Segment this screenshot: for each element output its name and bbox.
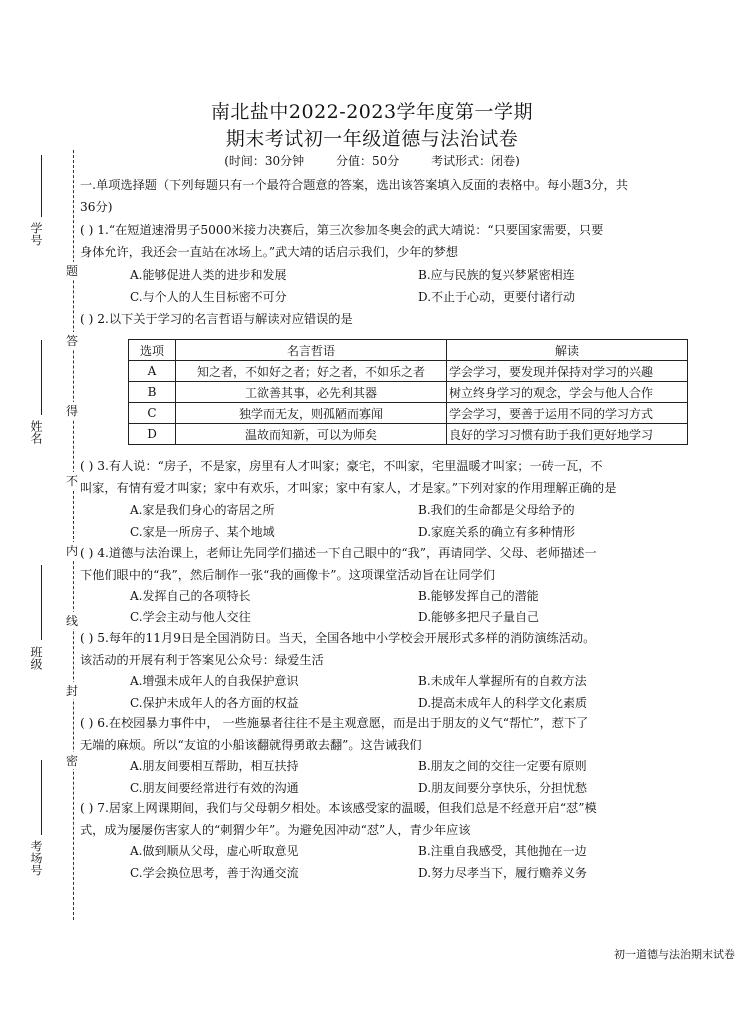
question-1-option-a: A.能够促进人类的进步和发展	[130, 268, 287, 282]
table-header: 选项	[129, 340, 176, 361]
question-4-line1: ( ) 4.道德与法治课上，老师让先同学们描述一下自己眼中的“我”，再请同学、父母、老师描述一	[80, 546, 597, 560]
question-5-option-d: D.提高未成年人的科学文化素质	[418, 696, 588, 710]
question-5-option-c: C.保护未成年人的各方面的权益	[130, 696, 299, 710]
question-7-line2: 式，成为屡屡伤害家人的“刺猬少年”。为避免因冲动“怼”人，青少年应该	[80, 823, 471, 837]
question-4-option-d: D.能够多把尺子量自己	[418, 610, 540, 624]
exam-title-line2: 期末考试初一年级道德与法治试卷	[225, 128, 519, 150]
question-3-line2: 叫家，有情有爱才叫家；家中有欢乐，才叫家；家中有家人，才是家。”下列对家的作用理解正确的是	[80, 481, 617, 495]
question-3-option-c: C.家是一所房子、某个地域	[130, 525, 275, 539]
question-5-line1: ( ) 5.每年的11月9日是全国消防日。当天，全国各地中小学校会开展形式多样的消防演练活动。	[80, 631, 596, 645]
table-row	[129, 424, 688, 445]
question-5-line2: 该活动的开展有利于答案见公众号：绿爱生活	[80, 653, 324, 667]
seal-char: 得	[66, 404, 79, 418]
question-6-option-d: D.朋友间要分享快乐，分担忧愁	[418, 781, 588, 795]
table-cell: B	[129, 382, 176, 403]
table-cell: A	[129, 361, 176, 382]
seal-char: 内	[66, 544, 79, 558]
seal-char: 线	[66, 614, 79, 628]
exam-meta	[0, 152, 744, 169]
name-line	[41, 340, 42, 415]
question-3-line1: ( ) 3.有人说：“房子，不是家，房里有人才叫家；豪宅，不叫家，宅里温暖才叫家；一砖一瓦，不	[80, 459, 603, 473]
question-7-option-c: C.学会换位思考，善于沟通交流	[130, 866, 299, 880]
exam-time: (时间：30分钟	[224, 154, 305, 168]
table-cell: 学会学习，要善于运用不同的学习方式	[447, 403, 688, 424]
class-label: 班级	[29, 646, 43, 670]
page-footer: 初一道德与法治期末试卷	[614, 948, 735, 961]
section-heading-line2: 36分)	[80, 200, 113, 214]
question-1-line1: ( ) 1.“在短道速滑男子5000米接力决赛后，第三次参加冬奥会的武大靖说：“只要国家需要，只要	[80, 223, 604, 237]
seal-char: 封	[66, 684, 79, 698]
exam-score: 分值：50分	[335, 154, 400, 168]
table-header-row	[129, 340, 688, 361]
question-4-option-c: C.学会主动与他人交往	[130, 610, 251, 624]
exam-room-line	[41, 760, 42, 835]
student-no-label: 学号	[29, 222, 43, 246]
seal-char: 题	[66, 264, 79, 278]
question-6-line1: ( ) 6.在校园暴力事件中， 一些施暴者往往不是主观意愿，而是出于朋友的义气“帮忙”，惹下了	[80, 716, 589, 730]
section-heading-line1: 一.单项选择题（下列每题只有一个最符合题意的答案，选出该答案填入反面的表格中。每小题3分，共	[80, 178, 628, 192]
table-header: 解读	[447, 340, 688, 361]
question-6-option-c: C.朋友间要经常进行有效的沟通	[130, 781, 299, 795]
table-cell: 知之者，不如好之者；好之者，不如乐之者	[176, 361, 447, 382]
question-5-option-b: B.未成年人掌握所有的自救方法	[418, 674, 587, 688]
seal-char: 不	[66, 474, 79, 488]
question-4-line2: 下他们眼中的“我”，然后制作一张“我的画像卡”。这项课堂活动旨在让同学们	[80, 568, 495, 582]
table-header: 名言哲语	[176, 340, 447, 361]
table-cell: 学会学习，要发现并保持对学习的兴趣	[447, 361, 688, 382]
table-cell: 良好的学习习惯有助于我们更好地学习	[447, 424, 688, 445]
table-cell: 温故而知新，可以为师矣	[176, 424, 447, 445]
question-7-line1: ( ) 7.居家上网课期间，我们与父母朝夕相处。本该感受家的温暖，但我们总是不经意开启“怼”模	[80, 801, 597, 815]
question-6-option-b: B.朋友之间的交往一定要有原则	[418, 759, 587, 773]
table-cell: D	[129, 424, 176, 445]
question-6-line2: 无端的麻烦。所以“友谊的小船该翻就得勇敢去翻”。这告诫我们	[80, 738, 422, 752]
question-3-option-b: B.我们的生命都是父母给予的	[418, 503, 575, 517]
question-7-option-b: B.注重自我感受，其他抛在一边	[418, 844, 587, 858]
table-cell: C	[129, 403, 176, 424]
question-7-option-d: D.努力尽孝当下，履行赡养义务	[418, 866, 588, 880]
table-row	[129, 361, 688, 382]
question-2-line1: ( ) 2.以下关于学习的名言哲语与解读对应错误的是	[80, 312, 353, 326]
class-line	[41, 565, 42, 640]
question-1-line2: 身体允许，我还会一直站在冰场上。”武大靖的话启示我们，少年的梦想	[80, 245, 458, 259]
exam-form: 考试形式：闭卷)	[431, 154, 520, 168]
seal-char: 答	[66, 334, 79, 348]
name-label: 姓名	[29, 420, 43, 444]
question-4-option-b: B.能够发挥自己的潜能	[418, 589, 539, 603]
question-6-option-a: A.朋友间要相互帮助，相互扶持	[130, 759, 299, 773]
question-3-option-a: A.家是我们身心的寄居之所	[130, 503, 275, 517]
table-cell: 工欲善其事，必先利其器	[176, 382, 447, 403]
question-1-option-d: D.不止于心动，更要付诸行动	[418, 290, 576, 304]
question-1-option-c: C.与个人的人生目标密不可分	[130, 290, 287, 304]
seal-char: 密	[66, 754, 79, 768]
question-3-option-d: D.家庭关系的确立有多种情形	[418, 525, 576, 539]
table-row	[129, 382, 688, 403]
question-5-option-a: A.增强未成年人的自我保护意识	[130, 674, 299, 688]
exam-title-line1: 南北盐中2022-2023学年度第一学期	[210, 101, 534, 123]
table-cell: 树立终身学习的观念，学会与他人合作	[447, 382, 688, 403]
sayings-table	[128, 339, 688, 445]
exam-room-label: 考场号	[29, 840, 43, 876]
question-4-option-a: A.发挥自己的各项特长	[130, 589, 251, 603]
question-1-option-b: B.应与民族的复兴梦紧密相连	[418, 268, 575, 282]
table-row	[129, 403, 688, 424]
table-cell: 独学而无友，则孤陋而寡闻	[176, 403, 447, 424]
question-7-option-a: A.做到顺从父母，虚心听取意见	[130, 844, 299, 858]
